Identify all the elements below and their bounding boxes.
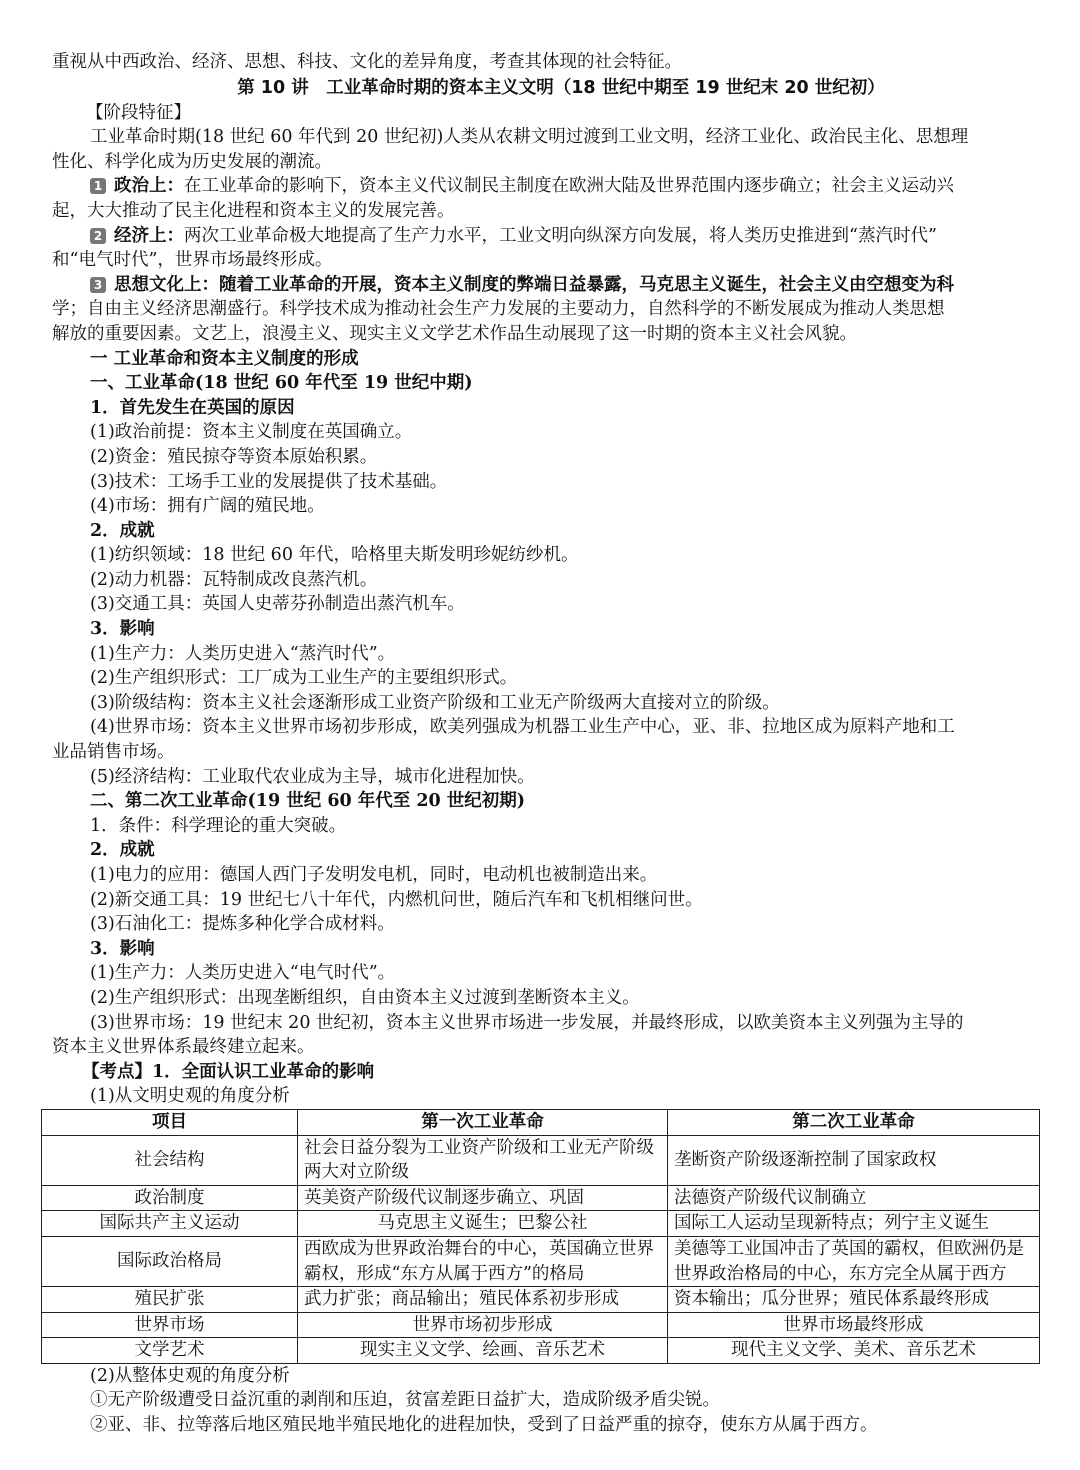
point-politics-cont: 起，大大推动了民主化进程和资本主义的发展完善。	[52, 200, 455, 221]
table-cell: 国际政治格局	[42, 1236, 298, 1286]
number-badge-icon: 3	[90, 277, 106, 293]
table-cell: 英美资产阶级代议制逐步确立、巩固	[298, 1185, 668, 1211]
table-cell: 西欧成为世界政治舞台的中心，英国确立世界霸权，形成“东方从属于西方”的格局	[298, 1236, 668, 1286]
comparison-table	[41, 1109, 1040, 1364]
table-cell: 马克思主义诞生；巴黎公社	[298, 1211, 668, 1237]
kaodian-line: 【考点】1．全面认识工业革命的影响	[82, 1061, 375, 1082]
list-item: (2)资金：殖民掠夺等资本原始积累。	[90, 446, 378, 467]
list-item: (1)生产力：人类历史进入“蒸汽时代”。	[90, 643, 396, 664]
list-item: (1)政治前提：资本主义制度在英国确立。	[90, 422, 413, 443]
list-item: (2)生产组织形式：出现垄断组织，自由资本主义过渡到垄断资本主义。	[90, 987, 640, 1008]
table-row	[42, 1287, 1040, 1313]
part1-sub3: 3．影响	[90, 619, 155, 640]
table-cell: 政治制度	[42, 1185, 298, 1211]
tail-item: ②亚、非、拉等落后地区殖民地半殖民地化的进程加快，受到了日益严重的掠夺，使东方从属于西方。	[90, 1415, 878, 1436]
table-cell: 武力扩张；商品输出；殖民体系初步形成	[298, 1287, 668, 1313]
table-cell: 文学艺术	[42, 1338, 298, 1364]
stage-para-line-2: 性化、科学化成为历史发展的潮流。	[52, 151, 332, 172]
list-item: (4)世界市场：资本主义世界市场初步形成，欧美列强成为机器工业生产中心，亚、非、拉地区成为原料产地和工	[90, 717, 955, 738]
tail-item: ①无产阶级遭受日益沉重的剥削和压迫，贫富差距日益扩大，造成阶级矛盾尖锐。	[90, 1390, 720, 1411]
number-badge-icon: 1	[90, 178, 106, 194]
list-item: (1)纺织领域：18 世纪 60 年代，哈格里夫斯发明珍妮纺纱机。	[90, 545, 579, 566]
table-cell: 国际工人运动呈现新特点；列宁主义诞生	[668, 1211, 1040, 1237]
table-row	[42, 1211, 1040, 1237]
table-row	[42, 1236, 1040, 1286]
table-row	[42, 1312, 1040, 1338]
table-cell: 现代主义文学、美术、音乐艺术	[668, 1338, 1040, 1364]
lecture-title: 第 10 讲 工业革命时期的资本主义文明（18 世纪中期至 19 世纪末 20 世纪初）	[237, 77, 885, 98]
list-item-cont: 业品销售市场。	[52, 742, 175, 763]
part2-sub2: 2．成就	[90, 840, 155, 861]
list-item: (3)世界市场：19 世纪末 20 世纪初，资本主义世界市场进一步发展，并最终形成，以欧美资本主义列强为主导的	[90, 1012, 964, 1033]
point-culture: 3 思想文化上：随着工业革命的开展，资本主义制度的弊端日益暴露，马克思主义诞生，社会主义由空想变为科	[52, 273, 1030, 298]
table-header: 第一次工业革命	[298, 1109, 668, 1135]
list-item: (3)技术：工场手工业的发展提供了技术基础。	[90, 471, 448, 492]
point-culture-cont-2: 解放的重要因素。文艺上，浪漫主义、现实主义文学艺术作品生动展现了这一时期的资本主义社会风貌。	[52, 323, 857, 344]
table-cell: 世界市场	[42, 1312, 298, 1338]
list-item: (4)市场：拥有广阔的殖民地。	[90, 496, 325, 517]
list-item: (5)经济结构：工业取代农业成为主导，城市化进程加快。	[90, 766, 535, 787]
table-cell: 世界市场初步形成	[298, 1312, 668, 1338]
table-header-row	[42, 1109, 1040, 1135]
table-cell: 世界市场最终形成	[668, 1312, 1040, 1338]
list-item-cont: 资本主义世界体系最终建立起来。	[52, 1037, 315, 1058]
part2-heading: 二、第二次工业革命(19 世纪 60 年代至 20 世纪初期)	[90, 791, 526, 812]
point-politics: 1 政治上：在工业革命的影响下，资本主义代议制民主制度在欧洲大陆及世界范围内逐步确立；社会主义运动兴	[52, 174, 1030, 199]
table-header: 项目	[42, 1109, 298, 1135]
table-cell: 国际共产主义运动	[42, 1211, 298, 1237]
list-item: (3)阶级结构：资本主义社会逐渐形成工业资产阶级和工业无产阶级两大直接对立的阶级。	[90, 692, 780, 713]
point-culture-cont-1: 学；自由主义经济思潮盛行。科学技术成为推动社会生产力发展的主要动力，自然科学的不断发展成为推动人类思想	[52, 299, 945, 320]
list-item: (2)新交通工具：19 世纪七八十年代，内燃机问世，随后汽车和飞机相继问世。	[90, 889, 703, 910]
stage-para-line-1: 工业革命时期(18 世纪 60 年代到 20 世纪初)人类从农耕文明过渡到工业文明，经济工业化、政治民主化、思想理	[90, 127, 969, 148]
table-cell: 殖民扩张	[42, 1287, 298, 1313]
part1-sub2: 2．成就	[90, 520, 155, 541]
table-cell: 现实主义文学、绘画、音乐艺术	[298, 1338, 668, 1364]
list-item: (1)电力的应用：德国人西门子发明发电机，同时，电动机也被制造出来。	[90, 865, 658, 885]
section-one-heading: 一 工业革命和资本主义制度的形成	[90, 348, 359, 369]
table-cell: 社会日益分裂为工业资产阶级和工业无产阶级两大对立阶级	[298, 1135, 668, 1185]
list-item: (2)生产组织形式：工厂成为工业生产的主要组织形式。	[90, 668, 518, 689]
table-cell: 社会结构	[42, 1135, 298, 1185]
table-cell: 法德资产阶级代议制确立	[668, 1185, 1040, 1211]
table-row	[42, 1338, 1040, 1364]
table-cell: 垄断资产阶级逐渐控制了国家政权	[668, 1135, 1040, 1185]
list-item: (3)石油化工：提炼多种化学合成材料。	[90, 914, 395, 935]
table-row	[42, 1135, 1040, 1185]
table-cell: 资本输出；瓜分世界；殖民体系最终形成	[668, 1287, 1040, 1313]
part1-sub1: 1．首先发生在英国的原因	[90, 397, 295, 418]
part1-heading: 一、工业革命(18 世纪 60 年代至 19 世纪中期)	[90, 373, 473, 394]
intro-line: 重视从中西政治、经济、思想、科技、文化的差异角度，考查其体现的社会特征。	[52, 52, 682, 72]
analysis1-heading: (1)从文明史观的角度分析	[90, 1086, 290, 1107]
table-cell: 美德等工业国冲击了英国的霸权，但欧洲仍是世界政治格局的中心，东方完全从属于西方	[668, 1236, 1040, 1286]
point-economy-cont: 和“电气时代”，世界市场最终形成。	[52, 250, 333, 271]
list-item: (1)生产力：人类历史进入“电气时代”。	[90, 963, 396, 984]
stage-heading: 【阶段特征】	[86, 102, 191, 123]
table-header: 第二次工业革命	[668, 1109, 1040, 1135]
list-item: (2)动力机器：瓦特制成改良蒸汽机。	[90, 569, 378, 590]
table-row	[42, 1185, 1040, 1211]
part2-sub1: 1．条件：科学理论的重大突破。	[90, 815, 347, 836]
analysis2-heading: (2)从整体史观的角度分析	[90, 1365, 290, 1386]
point-economy: 2 经济上：两次工业革命极大地提高了生产力水平，工业文明向纵深方向发展，将人类历史推进到“蒸汽时代”	[52, 224, 1030, 249]
part2-sub3: 3．影响	[90, 938, 155, 959]
number-badge-icon: 2	[90, 228, 106, 244]
list-item: (3)交通工具：英国人史蒂芬孙制造出蒸汽机车。	[90, 594, 465, 615]
